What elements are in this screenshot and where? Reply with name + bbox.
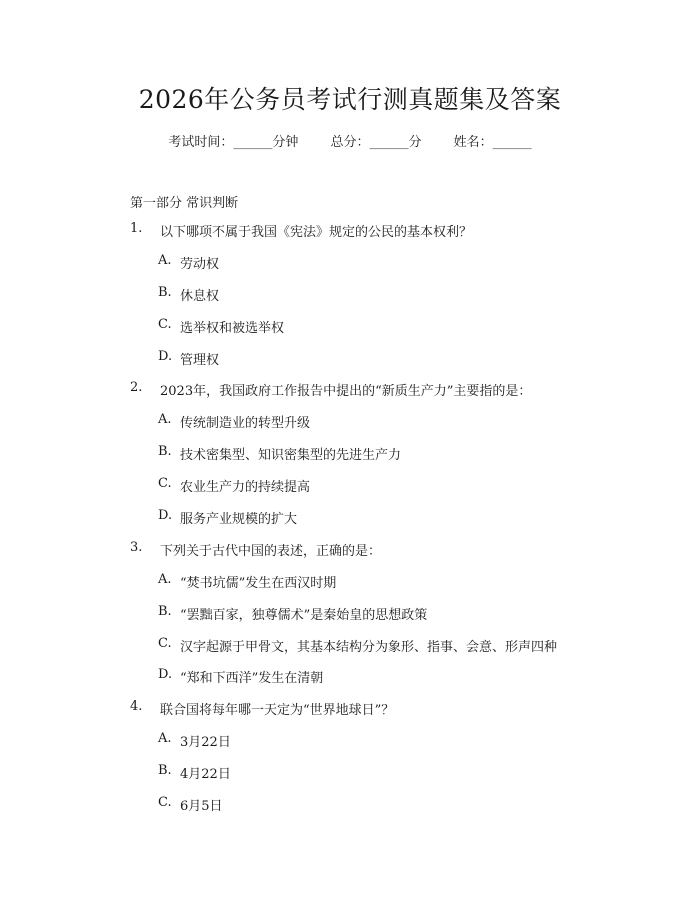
option-3-d [130, 667, 570, 699]
option-2-a [130, 412, 570, 444]
question-4 [130, 699, 570, 731]
option-label: A. [158, 571, 172, 587]
exam-time-field: 考试时间：______分钟 [168, 135, 299, 150]
option-text: 汉字起源于甲骨文，其基本结构分为象形、指事、会意、形声四种 [180, 639, 558, 655]
question-3 [130, 540, 570, 572]
question-number: 3. [130, 539, 143, 555]
option-label: A. [158, 252, 172, 268]
option-text: “罢黜百家，独尊儒术”是秦始皇的思想政策 [180, 607, 428, 623]
option-1-a [130, 253, 570, 285]
option-label: D. [158, 348, 173, 364]
option-label: C. [158, 316, 172, 332]
exam-meta [0, 131, 700, 150]
question-1 [130, 221, 570, 253]
option-text: 农业生产力的持续提高 [180, 480, 311, 496]
option-text: 4月22日 [180, 767, 231, 783]
question-number: 2. [130, 380, 143, 396]
option-label: D. [158, 508, 173, 524]
name-field: 姓名：______ [453, 135, 532, 150]
option-label: D. [158, 667, 173, 683]
option-4-b [130, 763, 570, 795]
option-4-c [130, 795, 570, 827]
option-1-b [130, 285, 570, 317]
option-1-d [130, 349, 570, 381]
option-text: 服务产业规模的扩大 [180, 512, 298, 528]
option-label: B. [158, 444, 172, 460]
option-text: “焚书坑儒”发生在西汉时期 [180, 575, 337, 591]
option-label: A. [158, 731, 172, 747]
option-text: 技术密集型、知识密集型的先进生产力 [180, 448, 402, 464]
question-text: 下列关于古代中国的表述，正确的是： [160, 543, 382, 559]
option-label: B. [158, 763, 172, 779]
question-number: 4. [130, 699, 143, 715]
option-label: B. [158, 603, 172, 619]
question-list [130, 221, 570, 827]
option-text: 劳动权 [180, 256, 220, 272]
question-text: 联合国将每年哪一天定为“世界地球日”？ [160, 703, 395, 719]
option-3-b [130, 604, 570, 636]
option-text: 3月22日 [180, 735, 231, 751]
option-label: C. [158, 795, 172, 811]
option-1-c [130, 317, 570, 349]
question-number: 1. [130, 221, 143, 236]
option-label: A. [158, 412, 172, 428]
document-title: 2026年公务员考试行测真题集及答案 [138, 85, 562, 114]
option-label: B. [158, 284, 172, 300]
option-text: 管理权 [180, 352, 220, 368]
option-label: C. [158, 635, 172, 651]
option-label: C. [158, 476, 172, 492]
section-title: 第一部分 常识判断 [130, 196, 239, 211]
option-2-b [130, 444, 570, 476]
question-text: 2023年，我国政府工作报告中提出的“新质生产力”主要指的是： [160, 384, 532, 400]
option-4-a [130, 731, 570, 763]
option-3-a [130, 572, 570, 604]
option-2-c [130, 476, 570, 508]
option-text: 6月5日 [180, 799, 223, 815]
option-text: 休息权 [180, 288, 220, 304]
total-score-field: 总分：______分 [330, 135, 422, 150]
option-2-d [130, 508, 570, 540]
option-3-c [130, 636, 570, 668]
question-text: 以下哪项不属于我国《宪法》规定的公民的基本权利？ [160, 225, 473, 240]
option-text: 选举权和被选举权 [180, 320, 285, 336]
option-text: 传统制造业的转型升级 [180, 416, 311, 432]
option-text: “郑和下西洋”发生在清朝 [180, 671, 324, 687]
question-2 [130, 380, 570, 412]
